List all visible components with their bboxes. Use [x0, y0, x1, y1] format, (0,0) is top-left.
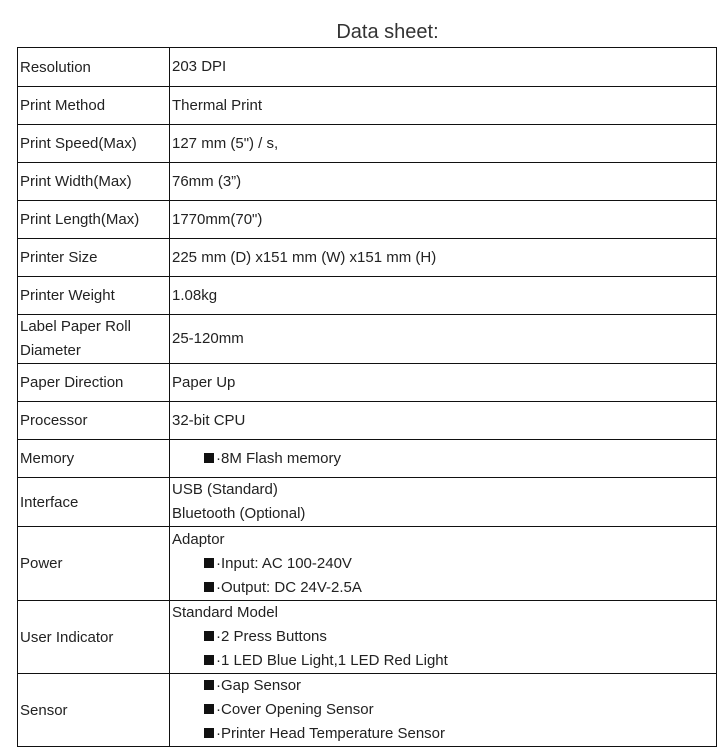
spec-value-line: [172, 208, 714, 232]
spec-value: [170, 125, 717, 163]
table-row: [18, 674, 717, 747]
spec-value-line: [172, 55, 714, 79]
table-row: [18, 87, 717, 125]
spec-label: Print Length(Max): [18, 201, 170, 239]
spec-value-line: [172, 576, 714, 600]
spec-value-text: ·Cover Opening Sensor: [216, 701, 374, 718]
spec-value-line: [172, 284, 714, 308]
spec-value-text: 1770mm(70"): [172, 210, 263, 228]
spec-label: Resolution: [18, 48, 170, 87]
spec-value-line: [172, 502, 714, 526]
spec-value-line: [172, 246, 714, 270]
spec-value-line: [172, 371, 714, 395]
spec-label: Interface: [18, 478, 170, 527]
spec-value-text: 203 DPI: [172, 58, 227, 75]
spec-label: Print Method: [18, 87, 170, 125]
spec-value: [170, 87, 717, 125]
spec-value: [170, 440, 717, 478]
spec-value-text: 225 mm (D) x151 mm (W) x151 mm (H): [172, 248, 437, 266]
spec-value-line: [172, 170, 714, 194]
square-bullet-icon: [204, 704, 214, 714]
spec-value: [170, 315, 717, 364]
spec-value-text: 76mm (3”): [172, 172, 242, 190]
spec-value-text: Thermal Print: [172, 96, 263, 114]
page-title: Data sheet:: [336, 21, 439, 43]
spec-value: [170, 48, 717, 87]
square-bullet-icon: [204, 558, 214, 568]
table-row: [18, 48, 717, 87]
spec-label: Power: [18, 527, 170, 601]
table-row: [18, 478, 717, 527]
spec-value-text: 127 mm (5") / s,: [172, 134, 279, 152]
table-row: [18, 527, 717, 601]
table-row: [18, 364, 717, 402]
spec-label: Processor: [18, 402, 170, 440]
table-row: [18, 277, 717, 315]
spec-value: [170, 527, 717, 601]
spec-value-text: 1.08kg: [172, 286, 218, 304]
spec-label: Sensor: [18, 674, 170, 747]
table-row: [18, 239, 717, 277]
spec-value-text: ·1 LED Blue Light,1 LED Red Light: [216, 652, 448, 669]
spec-label: Paper Direction: [18, 364, 170, 402]
spec-value-text: 25-120mm: [172, 330, 244, 347]
spec-value-text: ·Input: AC 100-240V: [216, 554, 352, 572]
spec-value-line: [172, 649, 714, 673]
spec-value-text: Adaptor: [172, 530, 225, 548]
spec-value: [170, 163, 717, 201]
spec-label: Label Paper Roll Diameter: [18, 315, 170, 364]
spec-value: [170, 201, 717, 239]
table-row: [18, 440, 717, 478]
spec-value: [170, 674, 717, 747]
spec-value-line: [172, 674, 714, 698]
square-bullet-icon: [204, 582, 214, 592]
spec-value-line: [172, 409, 714, 433]
spec-label: Print Speed(Max): [18, 125, 170, 163]
square-bullet-icon: [204, 728, 214, 738]
spec-value-line: [172, 698, 714, 722]
spec-value-text: Bluetooth (Optional): [172, 505, 306, 522]
spec-value-text: ·Output: DC 24V-2.5A: [216, 578, 362, 596]
table-row: [18, 163, 717, 201]
square-bullet-icon: [204, 453, 214, 463]
spec-value: [170, 277, 717, 315]
spec-label: Print Width(Max): [18, 163, 170, 201]
spec-value-line: [172, 625, 714, 649]
spec-value-text: ·8M Flash memory: [216, 449, 342, 467]
spec-value: [170, 239, 717, 277]
table-row: [18, 601, 717, 674]
spec-label: Memory: [18, 440, 170, 478]
spec-value-line: [172, 132, 714, 156]
square-bullet-icon: [204, 655, 214, 665]
spec-label: User Indicator: [18, 601, 170, 674]
spec-value-line: [172, 327, 714, 351]
spec-value-line: [172, 94, 714, 118]
spec-value-text: ·Printer Head Temperature Sensor: [216, 725, 445, 742]
spec-value: [170, 402, 717, 440]
spec-value-line: [172, 722, 714, 746]
spec-value-line: [172, 552, 714, 576]
spec-value-text: 32-bit CPU: [172, 411, 246, 429]
spec-value-text: Standard Model: [172, 604, 278, 621]
spec-value: [170, 601, 717, 674]
table-row: [18, 402, 717, 440]
square-bullet-icon: [204, 631, 214, 641]
square-bullet-icon: [204, 680, 214, 690]
spec-value-line: [172, 478, 714, 502]
spec-value-line: [172, 601, 714, 625]
table-row: [18, 315, 717, 364]
spec-value: [170, 478, 717, 527]
spec-value-text: Paper Up: [172, 373, 236, 391]
spec-value: [170, 364, 717, 402]
spec-label: Printer Weight: [18, 277, 170, 315]
spec-value-line: [172, 447, 714, 471]
spec-value-text: USB (Standard): [172, 481, 278, 498]
spec-value-text: ·Gap Sensor: [216, 677, 302, 694]
spec-value-text: ·2 Press Buttons: [216, 628, 327, 645]
spec-value-line: [172, 528, 714, 552]
table-row: [18, 125, 717, 163]
data-sheet-table: [17, 47, 717, 747]
spec-label: Printer Size: [18, 239, 170, 277]
table-row: [18, 201, 717, 239]
